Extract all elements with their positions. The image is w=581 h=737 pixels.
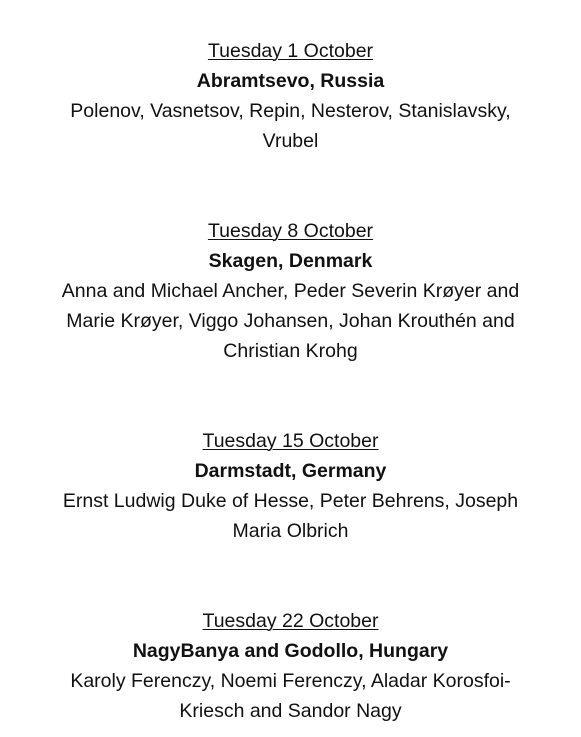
event-location: NagyBanya and Godollo, Hungary [132, 640, 449, 662]
event-artists: Polenov, Vasnetsov, Repin, Nesterov, Stanislavsky, Vrubel [70, 100, 511, 152]
event-date: Tuesday 15 October [202, 430, 379, 452]
event-location: Darmstadt, Germany [194, 460, 387, 482]
event-entry [0, 36, 581, 156]
event-date: Tuesday 1 October [207, 40, 374, 62]
event-date: Tuesday 22 October [202, 610, 379, 632]
event-artists: Anna and Michael Ancher, Peder Severin Krøyer and Marie Krøyer, Viggo Johansen, Johan Krouthén and Christian Krohg [61, 280, 520, 362]
event-location: Skagen, Denmark [208, 250, 373, 272]
event-artists: Ernst Ludwig Duke of Hesse, Peter Behrens, Joseph Maria Olbrich [62, 490, 519, 542]
event-entry [0, 606, 581, 726]
event-artists: Karoly Ferenczy, Noemi Ferenczy, Aladar Korosfoi- Kriesch and Sandor Nagy [70, 670, 511, 722]
event-entry [0, 216, 581, 366]
event-date: Tuesday 8 October [207, 220, 374, 242]
event-location: Abramtsevo, Russia [196, 70, 385, 92]
event-entry [0, 426, 581, 546]
